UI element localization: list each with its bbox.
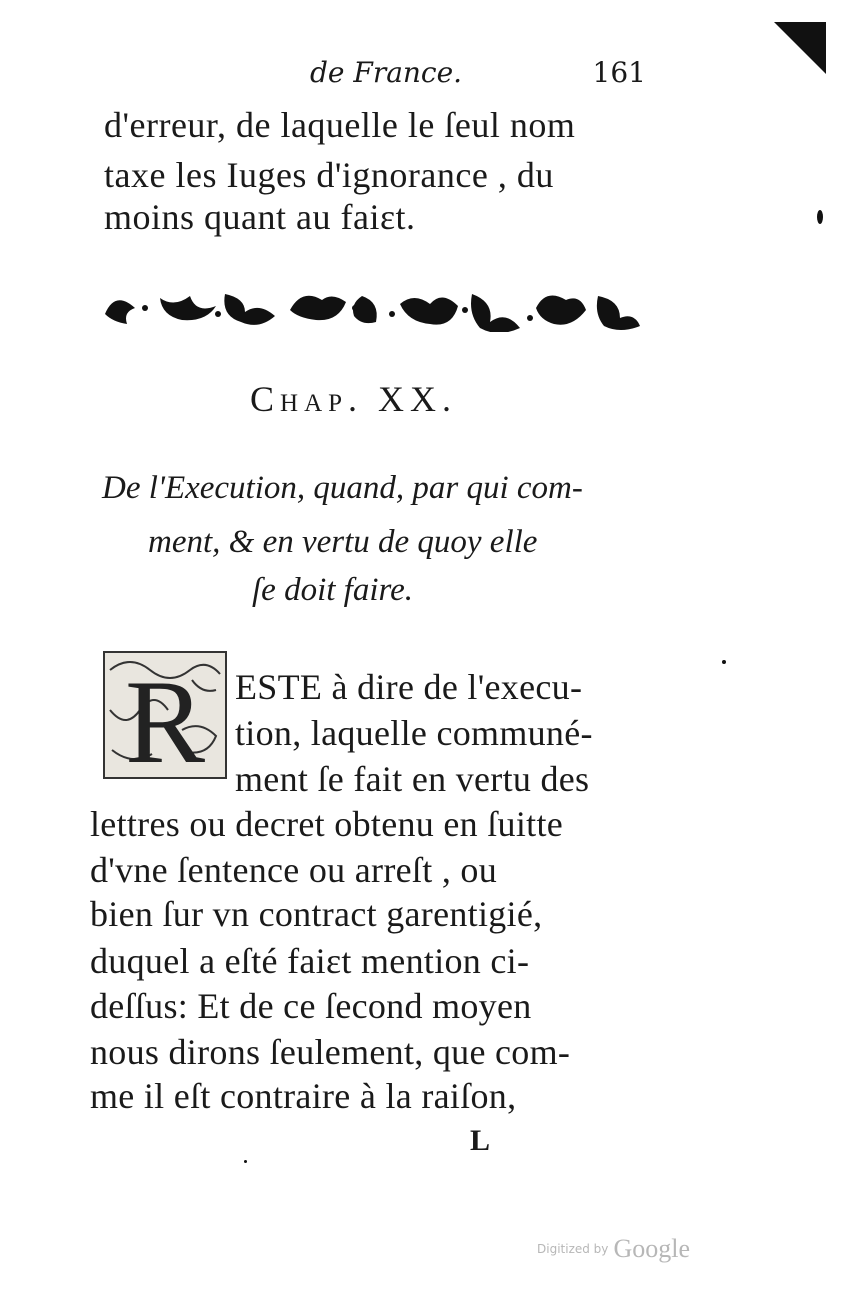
body-line-9: nous dirons ſeulement, que com- <box>90 1032 571 1072</box>
digitized-by-google-watermark <box>537 1234 690 1264</box>
speck <box>244 1160 247 1163</box>
corner-scan-mark <box>770 18 830 78</box>
intro-line-2: taxe les Iuges d'ignorance , du <box>104 155 554 195</box>
intro-line-1: d'erreur, de laquelle le ſeul nom <box>104 105 576 145</box>
chapter-title: Chap. XX. <box>250 379 458 419</box>
body-line-4: lettres ou decret obtenu en ſuitte <box>90 804 564 844</box>
page-header <box>300 52 650 92</box>
running-title: de France. <box>310 56 463 89</box>
body-line-2: tion, laquelle communé- <box>235 713 593 753</box>
dropcap-letter: R <box>124 655 206 780</box>
speck <box>722 660 726 664</box>
body-line-7: duquel a eſté faiɛt mention ci- <box>90 941 530 981</box>
chapter-subtitle-line-1: De l'Execution, quand, par qui com- <box>102 470 583 506</box>
fleuron-ornament-band <box>100 284 645 332</box>
watermark-prefix: Digitized by <box>537 1242 609 1256</box>
body-line-3: ment ſe fait en vertu des <box>235 759 590 799</box>
body-line-1: ESTE à dire de l'execu- <box>235 667 583 707</box>
page-number: 161 <box>592 56 646 89</box>
edge-speck <box>817 210 823 224</box>
body-line-8: deſſus: Et de ce ſecond moyen <box>90 986 532 1026</box>
chapter-subtitle-line-3: ſe doit faire. <box>252 572 414 608</box>
chapter-subtitle-line-2: ment, & en vertu de quoy elle <box>148 524 538 560</box>
intro-line-3: moins quant au faiɛt. <box>104 197 416 237</box>
body-line-6: bien ſur vn contract garentigié, <box>90 894 543 934</box>
body-line-5: d'vne ſentence ou arreſt , ou <box>90 850 498 890</box>
body-line-10: me il eſt contraire à la raiſon, <box>90 1076 517 1116</box>
watermark-brand: Google <box>613 1234 691 1263</box>
decorated-initial-r <box>102 650 228 780</box>
signature-mark: L <box>470 1124 491 1157</box>
